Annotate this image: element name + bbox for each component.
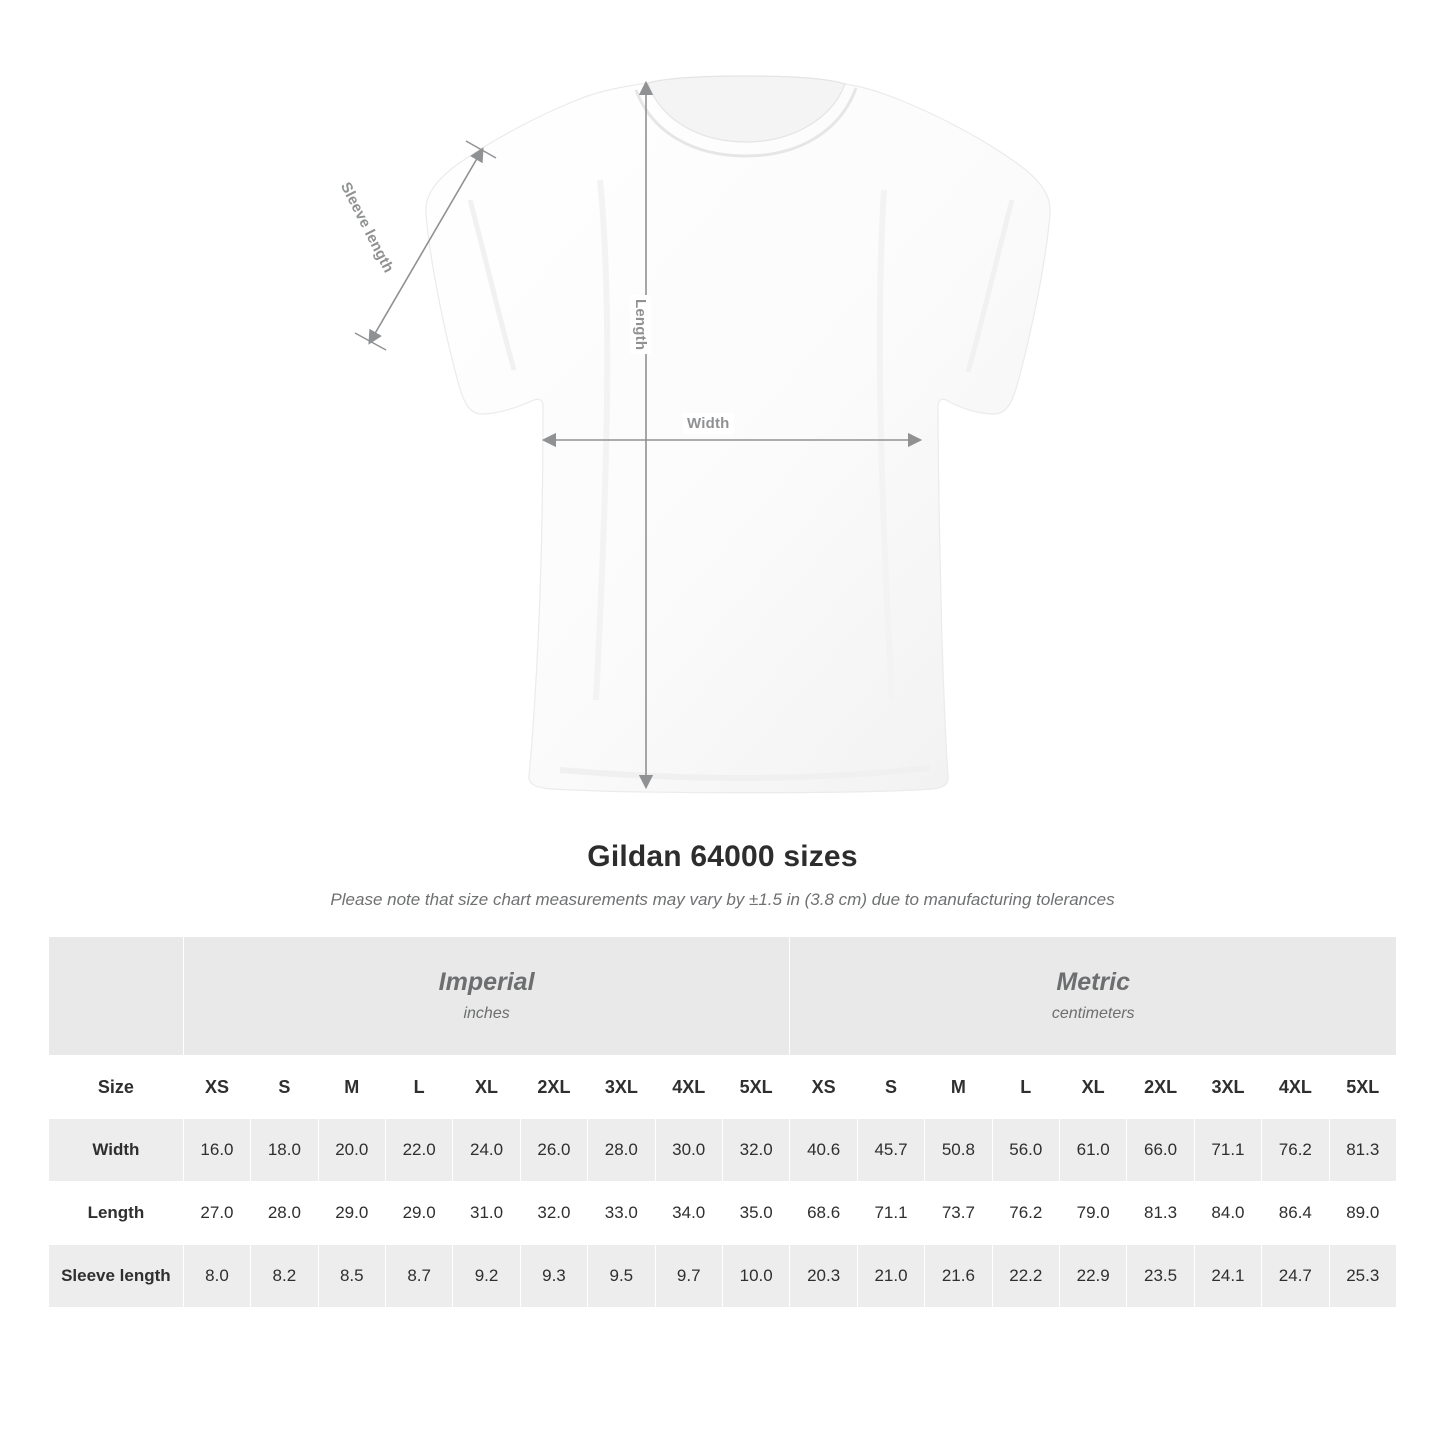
cell-length-imperial-7: 34.0	[655, 1182, 722, 1245]
cell-width-imperial-6: 28.0	[588, 1119, 655, 1182]
cell-width-metric-0: 40.6	[790, 1119, 857, 1182]
cell-length-imperial-1: 28.0	[251, 1182, 318, 1245]
cell-sleeve-metric-1: 21.0	[857, 1245, 924, 1308]
unit-group-imperial-name: Imperial	[438, 968, 535, 997]
cell-size-metric-4: XL	[1059, 1056, 1126, 1119]
cell-size-metric-5: 2XL	[1127, 1056, 1194, 1119]
cell-length-imperial-6: 33.0	[588, 1182, 655, 1245]
cell-width-imperial-0: 16.0	[183, 1119, 250, 1182]
cell-width-imperial-3: 22.0	[385, 1119, 452, 1182]
unit-header-row	[49, 937, 1397, 1056]
cell-width-metric-3: 56.0	[992, 1119, 1059, 1182]
tolerance-note: Please note that size chart measurements may vary by ±1.5 in (3.8 cm) due to manufacturing tolerances	[330, 890, 1115, 909]
cell-size-metric-7: 4XL	[1262, 1056, 1329, 1119]
cell-length-metric-6: 84.0	[1194, 1182, 1261, 1245]
length-dimension-label: Length	[630, 295, 651, 354]
cell-sleeve-metric-8: 25.3	[1329, 1245, 1396, 1308]
cell-width-metric-1: 45.7	[857, 1119, 924, 1182]
cell-width-imperial-5: 26.0	[520, 1119, 587, 1182]
tshirt-shape	[426, 76, 1050, 793]
cell-sleeve-metric-4: 22.9	[1059, 1245, 1126, 1308]
cell-length-metric-7: 86.4	[1262, 1182, 1329, 1245]
cell-length-imperial-8: 35.0	[722, 1182, 790, 1245]
cell-width-metric-2: 50.8	[925, 1119, 992, 1182]
cell-length-metric-5: 81.3	[1127, 1182, 1194, 1245]
cell-width-metric-4: 61.0	[1059, 1119, 1126, 1182]
cell-size-metric-8: 5XL	[1329, 1056, 1396, 1119]
sleeve-length-dimension-label: Sleeve length	[336, 179, 398, 276]
cell-size-imperial-1: S	[251, 1056, 318, 1119]
cell-size-metric-0: XS	[790, 1056, 857, 1119]
cell-width-imperial-4: 24.0	[453, 1119, 520, 1182]
cell-sleeve-imperial-1: 8.2	[251, 1245, 318, 1308]
table-row-width	[49, 1119, 1397, 1182]
cell-length-metric-3: 76.2	[992, 1182, 1059, 1245]
cell-sleeve-imperial-6: 9.5	[588, 1245, 655, 1308]
unit-group-metric-sub: centimeters	[1051, 1004, 1135, 1022]
unit-group-imperial	[183, 937, 790, 1056]
unit-group-metric	[790, 937, 1397, 1056]
cell-width-imperial-1: 18.0	[251, 1119, 318, 1182]
cell-width-metric-6: 71.1	[1194, 1119, 1261, 1182]
cell-sleeve-imperial-2: 8.5	[318, 1245, 385, 1308]
table-row-length	[49, 1182, 1397, 1245]
cell-length-metric-4: 79.0	[1059, 1182, 1126, 1245]
cell-width-imperial-7: 30.0	[655, 1119, 722, 1182]
row-header-sleeve-length: Sleeve length	[49, 1245, 184, 1308]
cell-size-metric-3: L	[992, 1056, 1059, 1119]
cell-size-metric-1: S	[857, 1056, 924, 1119]
cell-sleeve-imperial-4: 9.2	[453, 1245, 520, 1308]
table-row-sleeve-length	[49, 1245, 1397, 1308]
cell-length-metric-0: 68.6	[790, 1182, 857, 1245]
unit-group-imperial-sub: inches	[463, 1004, 510, 1022]
cell-sleeve-metric-2: 21.6	[925, 1245, 992, 1308]
cell-width-imperial-2: 20.0	[318, 1119, 385, 1182]
cell-sleeve-metric-6: 24.1	[1194, 1245, 1261, 1308]
row-header-width: Width	[49, 1119, 184, 1182]
cell-size-imperial-4: XL	[453, 1056, 520, 1119]
cell-length-imperial-5: 32.0	[520, 1182, 587, 1245]
cell-size-imperial-3: L	[385, 1056, 452, 1119]
cell-sleeve-imperial-5: 9.3	[520, 1245, 587, 1308]
size-table-wrapper	[48, 936, 1397, 1308]
size-table	[48, 936, 1397, 1308]
cell-sleeve-metric-3: 22.2	[992, 1245, 1059, 1308]
cell-size-imperial-6: 3XL	[588, 1056, 655, 1119]
cell-size-metric-2: M	[925, 1056, 992, 1119]
cell-size-metric-6: 3XL	[1194, 1056, 1261, 1119]
chart-header	[0, 840, 1445, 910]
cell-sleeve-metric-0: 20.3	[790, 1245, 857, 1308]
unit-group-metric-name: Metric	[1056, 968, 1131, 997]
cell-length-imperial-0: 27.0	[183, 1182, 250, 1245]
cell-size-imperial-2: M	[318, 1056, 385, 1119]
cell-length-imperial-4: 31.0	[453, 1182, 520, 1245]
cell-sleeve-imperial-0: 8.0	[183, 1245, 250, 1308]
unit-header-spacer	[49, 937, 184, 1056]
cell-size-imperial-5: 2XL	[520, 1056, 587, 1119]
cell-length-metric-1: 71.1	[857, 1182, 924, 1245]
cell-width-imperial-8: 32.0	[722, 1119, 790, 1182]
row-header-size: Size	[49, 1056, 184, 1119]
cell-size-imperial-0: XS	[183, 1056, 250, 1119]
cell-sleeve-metric-7: 24.7	[1262, 1245, 1329, 1308]
cell-width-metric-8: 81.3	[1329, 1119, 1396, 1182]
cell-length-metric-8: 89.0	[1329, 1182, 1396, 1245]
cell-sleeve-imperial-3: 8.7	[385, 1245, 452, 1308]
cell-sleeve-imperial-7: 9.7	[655, 1245, 722, 1308]
row-header-length: Length	[49, 1182, 184, 1245]
cell-length-metric-2: 73.7	[925, 1182, 992, 1245]
cell-width-metric-5: 66.0	[1127, 1119, 1194, 1182]
cell-width-metric-7: 76.2	[1262, 1119, 1329, 1182]
cell-size-imperial-7: 4XL	[655, 1056, 722, 1119]
cell-length-imperial-2: 29.0	[318, 1182, 385, 1245]
cell-sleeve-metric-5: 23.5	[1127, 1245, 1194, 1308]
width-dimension-label: Width	[683, 413, 734, 434]
page-title: Gildan 64000 sizes	[587, 840, 858, 873]
cell-length-imperial-3: 29.0	[385, 1182, 452, 1245]
cell-size-imperial-8: 5XL	[722, 1056, 790, 1119]
table-row-size	[49, 1056, 1397, 1119]
cell-sleeve-imperial-8: 10.0	[722, 1245, 790, 1308]
